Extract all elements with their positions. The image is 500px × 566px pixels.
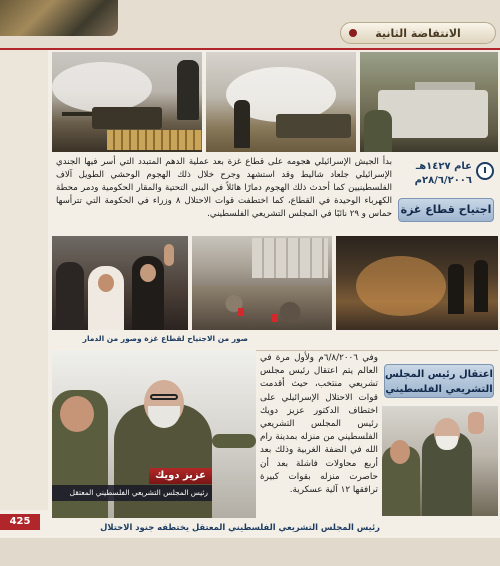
arrest-title: اعتقال رئيس المجلس التشريعي الفلسطيني bbox=[384, 364, 494, 398]
photo-tank-smoke bbox=[206, 52, 356, 152]
page-number: 425 bbox=[0, 514, 40, 530]
left-margin bbox=[0, 50, 48, 510]
photo-grieving-women bbox=[52, 236, 188, 330]
gaza-title: اجتياح قطاع غزة bbox=[398, 198, 494, 222]
section-title: الانتفاضة الثانية bbox=[375, 26, 461, 40]
bullet-dot-icon bbox=[349, 29, 357, 37]
photo-artillery-firing bbox=[52, 52, 202, 152]
bottom-band bbox=[0, 538, 500, 566]
photo-speaker-portrait bbox=[382, 406, 498, 516]
gaza-date-gregorian: ٢٨/٦/٢٠٠٦م bbox=[414, 175, 472, 186]
header-rule bbox=[0, 48, 500, 50]
corner-photo bbox=[0, 0, 118, 36]
arrest-body-text: وفي ٦/٨/٢٠٠٦م ولأول مرة في العالم يتم اعتقال رئيس مجلس تشريعي منتخب، حيث أقدمت قوات الاحتلال الإسرائيلي على اختطاف الدكتور عزيز دويك رئيس المجلس التشريعي الفلسطيني من منزله بمدينة رام الله في الضفة الغربية وذلك بعد أربع محاولات فاشلة بعد أن حاصرت منزله بقوات كبيرة ترافقها ١٢ آلية عسكرية. bbox=[260, 353, 378, 496]
gaza-date-hijri: عام ١٤٢٧هـ bbox=[415, 161, 472, 172]
name-plate bbox=[52, 468, 212, 502]
clock-icon bbox=[476, 162, 494, 180]
gaza-date bbox=[394, 160, 494, 190]
gaza-body-text: بدأ الجيش الإسرائيلي هجومه على قطاع غزة بعد عملية الدهم المتبدد التي أسر فيها الجندي الإسرائيلي جلعاد شاليط وقد استشهد وجرح خلال ذلك الهجوم الوحشي الطويل آلاف الفلسطينيين كما أحدث ذلك الهجوم دمارًا هائلاً في البنى التحتية والمقار الحكومية ودمر محطة الكهرباء الوحيدة في القطاع، كما اختطفت قوات الاحتلال ٨ وزراء في الحكومة التي تترأسها حماس و ٢٩ نائبًا في المجلس التشريعي الفلسطيني. bbox=[56, 157, 392, 219]
name-plate-name: عزيز دويك bbox=[149, 468, 212, 484]
photo-armored-vehicles bbox=[360, 52, 498, 152]
arrest-photo-caption: رئيس المجلس التشريعي الفلسطيني المعتقل يختطفه جنود الاحتلال bbox=[100, 522, 380, 532]
gaza-photo-caption: صور من الاجتياح لقطاع غزة وصور من الدمار bbox=[82, 334, 248, 343]
photo-destroyed-buildings bbox=[192, 236, 332, 330]
section-header-tab bbox=[340, 22, 496, 44]
name-plate-role: رئيس المجلس التشريعي الفلسطيني المعتقل bbox=[52, 485, 212, 501]
photo-soldiers-night bbox=[336, 236, 498, 330]
